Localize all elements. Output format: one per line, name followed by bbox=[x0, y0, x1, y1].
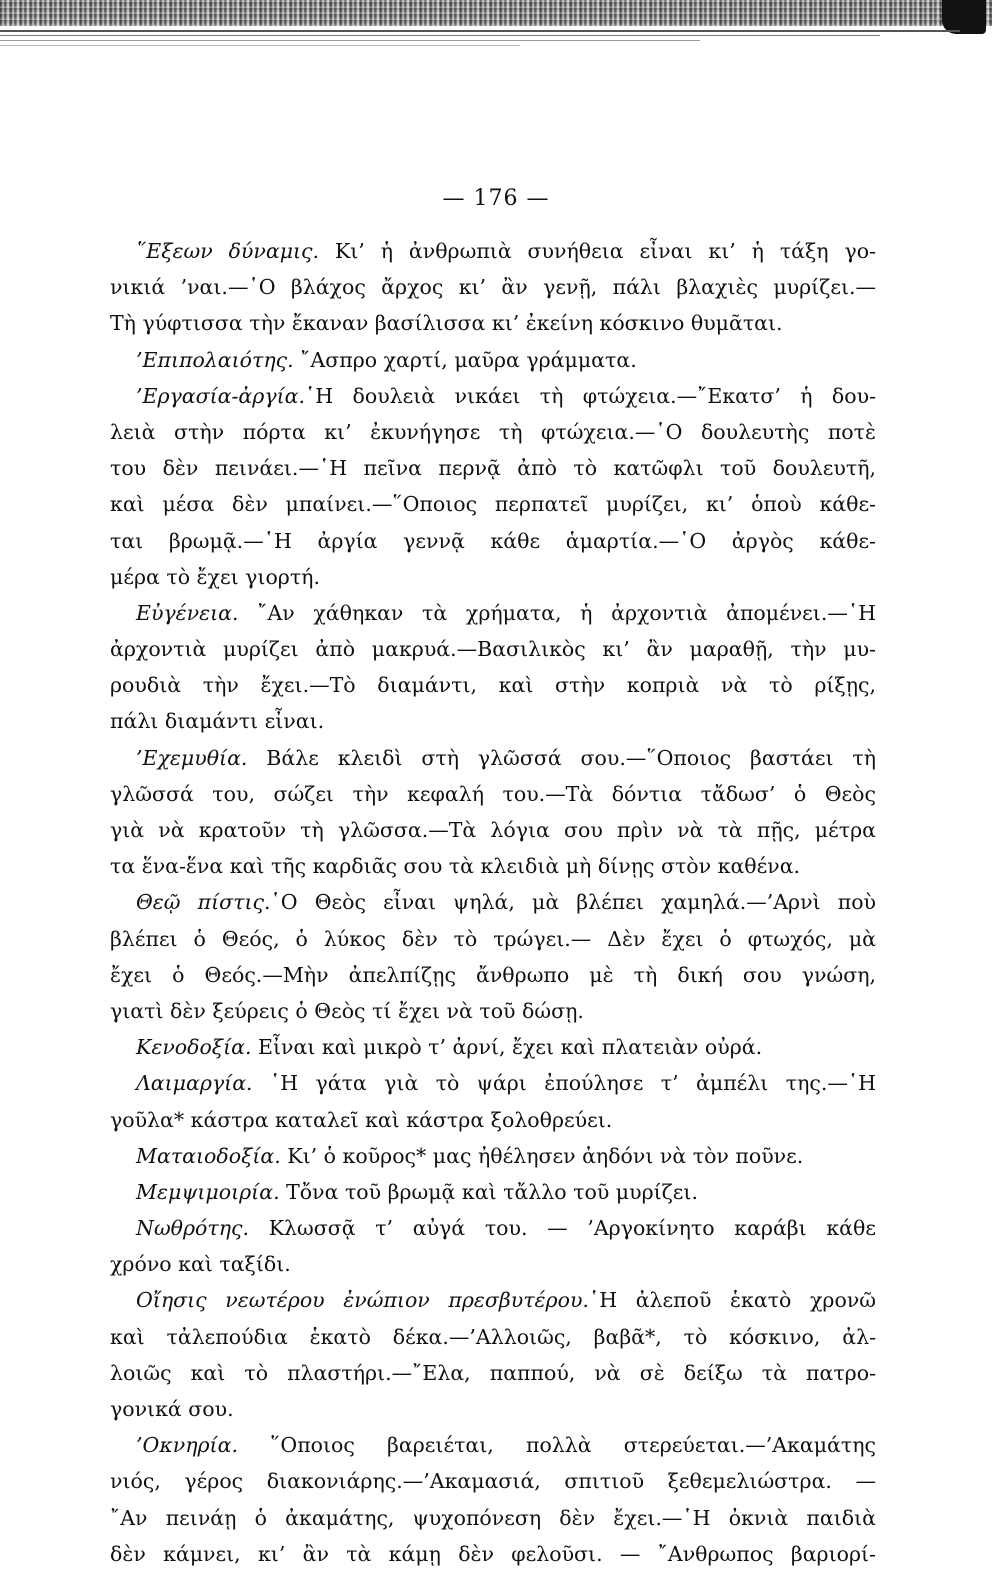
entry-heading: Οἴησις νεωτέρου ἐνώπιον πρεσβυτέρου. bbox=[136, 1288, 589, 1313]
line-text: γλῶσσά του, σώζει τὴν κεφαλή του.—Τὰ δόντια τἄδωσ’ ὁ Θεὸς bbox=[110, 781, 876, 806]
line-text: Εἶναι καὶ μικρὸ τ’ ἀρνί, ἔχει καὶ πλατειὰν οὐρά. bbox=[251, 1035, 763, 1060]
line-text: Κλωσσᾷ τ’ αὐγά του. — ’Αργοκίνητο καράβι κάθε bbox=[249, 1216, 876, 1241]
line-text: ῎Ασπρο χαρτί, μαῦρα γράμματα. bbox=[293, 347, 637, 372]
line-text: γοῦλα* κάστρα καταλεῖ καὶ κάστρα ξολοθρεύει. bbox=[110, 1107, 613, 1132]
text-line bbox=[110, 740, 876, 776]
entry-heading: Θεῷ πίστις. bbox=[136, 890, 271, 915]
text-line bbox=[110, 1065, 876, 1101]
line-text: ῾Η δουλειὰ νικάει τὴ φτώχεια.—῎Εκατσ’ ἡ δου- bbox=[304, 383, 876, 408]
line-text: ῾Η γάτα γιὰ τὸ ψάρι ἐπούλησε τ’ ἀμπέλι της.—῾Η bbox=[252, 1071, 876, 1096]
text-line bbox=[110, 703, 876, 739]
line-text: Βάλε κλειδὶ στὴ γλῶσσά σου.—῞Οποιος βαστάει τὴ bbox=[247, 745, 876, 770]
text-line bbox=[110, 1463, 876, 1499]
page-body-text bbox=[110, 233, 876, 1572]
line-text: ἔχει ὁ Θεός.—Μὴν ἀπελπίζῃς ἄνθρωπο μὲ τὴ δική σου γνώση, bbox=[110, 962, 876, 987]
text-line bbox=[110, 1282, 876, 1318]
text-line bbox=[110, 1391, 876, 1427]
entry-heading: Νωθρότης. bbox=[136, 1216, 250, 1241]
page-number: — 176 — bbox=[442, 186, 550, 211]
line-text: ῾Ο Θεὸς εἶναι ψηλά, μὰ βλέπει χαμηλά.—’Αρνὶ ποὺ bbox=[270, 890, 876, 915]
entry-heading: Ματαιοδοξία. bbox=[136, 1143, 281, 1168]
line-text: μέρα τὸ ἔχει γιορτή. bbox=[110, 564, 320, 589]
header-rule bbox=[0, 30, 960, 32]
text-line bbox=[110, 1174, 876, 1210]
entry-heading: Μεμψιμοιρία. bbox=[136, 1179, 280, 1204]
text-line bbox=[110, 776, 876, 812]
line-text: Κι’ ἡ ἀνθρωπιὰ συνήθεια εἶναι κι’ ἡ τάξη γο- bbox=[319, 239, 876, 263]
text-line bbox=[110, 378, 876, 414]
text-line bbox=[110, 1500, 876, 1536]
entry-heading: ’Εργασία-ἀργία. bbox=[136, 383, 305, 408]
header-rule bbox=[0, 35, 880, 36]
text-line bbox=[110, 631, 876, 667]
line-text: ρουδιὰ τὴν ἔχει.—Τὸ διαμάντι, καὶ στὴν κοπριὰ νὰ τὸ ρίξῃς, bbox=[110, 673, 876, 698]
decorative-top-border bbox=[0, 0, 992, 26]
text-line bbox=[110, 486, 876, 522]
text-line bbox=[110, 1355, 876, 1391]
text-line bbox=[110, 1138, 876, 1174]
entry-heading: Εὐγένεια. bbox=[136, 600, 239, 625]
line-text: ται βρωμᾷ.—῾Η ἀργία γεννᾷ κάθε ἁμαρτία.—῾Ο ἀργὸς κάθε- bbox=[110, 528, 876, 553]
line-text: Κι’ ὁ κοῦρος* μας ἠθέλησεν ἀηδόνι νὰ τὸν ποῦνε. bbox=[280, 1143, 804, 1168]
line-text: ῎Αν χάθηκαν τὰ χρήματα, ἡ ἀρχοντιὰ ἀπομένει.—῾Η bbox=[238, 600, 876, 625]
line-text: νικιά ’ναι.—῾Ο βλάχος ἄρχος κι’ ἂν γενῇ, πάλι βλαχιὲς μυρίζει.— bbox=[110, 275, 876, 300]
entry-heading: ῞Εξεων δύναμις. bbox=[136, 239, 320, 263]
line-text: ῾Η ἀλεποῦ ἑκατὸ χρονῶ bbox=[588, 1288, 876, 1313]
line-text: δὲν κάμνει, κι’ ἂν τὰ κάμῃ δὲν φελοῦσι. — ῎Ανθρωπος βαριορί- bbox=[110, 1541, 876, 1566]
header-rule bbox=[0, 45, 520, 46]
text-line bbox=[110, 1102, 876, 1138]
text-line bbox=[110, 1319, 876, 1355]
text-line bbox=[110, 993, 876, 1029]
text-line bbox=[110, 884, 876, 920]
line-text: καὶ τἀλεπούδια ἑκατὸ δέκα.—’Αλλοιῶς, βαβᾶ*, τὸ κόσκινο, ἀλ- bbox=[110, 1324, 876, 1349]
header-rule bbox=[0, 40, 700, 41]
text-line bbox=[110, 523, 876, 559]
line-text: Τὴ γύφτισσα τὴν ἔκαναν βασίλισσα κι’ ἐκείνη κόσκινο θυμᾶται. bbox=[110, 311, 783, 336]
line-text: πάλι διαμάντι εἶναι. bbox=[110, 709, 325, 734]
entry-heading: Λαιμαργία. bbox=[136, 1071, 253, 1096]
corner-ornament bbox=[942, 0, 986, 34]
text-line bbox=[110, 848, 876, 884]
line-text: γονικά σου. bbox=[110, 1397, 234, 1421]
line-text: βλέπει ὁ Θεός, ὁ λύκος δὲν τὸ τρώγει.— Δὲν ἔχει ὁ φτωχός, μὰ bbox=[110, 926, 876, 951]
line-text: ῞Οποιος βαρειέται, πολλὰ στερεύεται.—’Ακαμάτης bbox=[237, 1433, 876, 1458]
text-line bbox=[110, 305, 876, 341]
line-text: χρόνο καὶ ταξίδι. bbox=[110, 1252, 291, 1277]
line-text: καὶ μέσα δὲν μπαίνει.—῞Οποιος περπατεῖ μυρίζει, κι’ ὁποὺ κάθε- bbox=[110, 492, 876, 517]
line-text: γιὰ νὰ κρατοῦν τὴ γλῶσσα.—Τὰ λόγια σου πρὶν νὰ τὰ πῇς, μέτρα bbox=[110, 818, 876, 842]
text-line bbox=[110, 1536, 876, 1572]
line-text: λειὰ στὴν πόρτα κι’ ἐκυνήγησε τὴ φτώχεια.—῾Ο δουλευτὴς ποτὲ bbox=[110, 419, 876, 444]
text-line bbox=[110, 595, 876, 631]
line-text: νιός, γέρος διακονιάρης.—’Ακαμασιά, σπιτιοῦ ξεθεμελιώστρα. — bbox=[110, 1469, 876, 1494]
text-line bbox=[110, 1210, 876, 1246]
text-line bbox=[110, 269, 876, 305]
entry-heading: ’Εχεμυθία. bbox=[136, 745, 248, 770]
text-line bbox=[110, 450, 876, 486]
text-line bbox=[110, 812, 876, 848]
text-line bbox=[110, 342, 876, 378]
line-text: ῎Αν πεινάῃ ὁ ἀκαμάτης, ψυχοπόνεση δὲν ἔχει.—῾Η ὀκνιὰ παιδιὰ bbox=[110, 1505, 876, 1530]
line-text: Τὄνα τοῦ βρωμᾷ καὶ τἄλλο τοῦ μυρίζει. bbox=[279, 1179, 698, 1204]
text-line bbox=[110, 1427, 876, 1463]
text-line bbox=[110, 559, 876, 595]
entry-heading: ’Επιπολαιότης. bbox=[136, 347, 294, 372]
entry-heading: ’Οκνηρία. bbox=[136, 1433, 238, 1458]
line-text: γιατὶ δὲν ξεύρεις ὁ Θεὸς τί ἔχει νὰ τοῦ δώσῃ. bbox=[110, 998, 584, 1023]
text-line bbox=[110, 414, 876, 450]
text-line bbox=[110, 667, 876, 703]
line-text: του δὲν πεινάει.—῾Η πεῖνα περνᾷ ἀπὸ τὸ κατῶφλι τοῦ δουλευτῆ, bbox=[110, 456, 876, 481]
text-line bbox=[110, 921, 876, 957]
text-line bbox=[110, 1246, 876, 1282]
text-line bbox=[110, 233, 876, 269]
line-text: ἀρχοντιὰ μυρίζει ἀπὸ μακρυά.—Βασιλικὸς κι’ ἂν μαραθῇ, τὴν μυ- bbox=[110, 637, 876, 662]
text-line bbox=[110, 1029, 876, 1065]
entry-heading: Κενοδοξία. bbox=[136, 1035, 252, 1060]
line-text: λοιῶς καὶ τὸ πλαστήρι.—῎Ελα, παππού, νὰ σὲ δείξω τὰ πατρο- bbox=[110, 1360, 876, 1385]
line-text: τα ἕνα-ἕνα καὶ τῆς καρδιᾶς σου τὰ κλειδιὰ μὴ δίνῃς στὸν καθένα. bbox=[110, 854, 801, 879]
text-line bbox=[110, 957, 876, 993]
